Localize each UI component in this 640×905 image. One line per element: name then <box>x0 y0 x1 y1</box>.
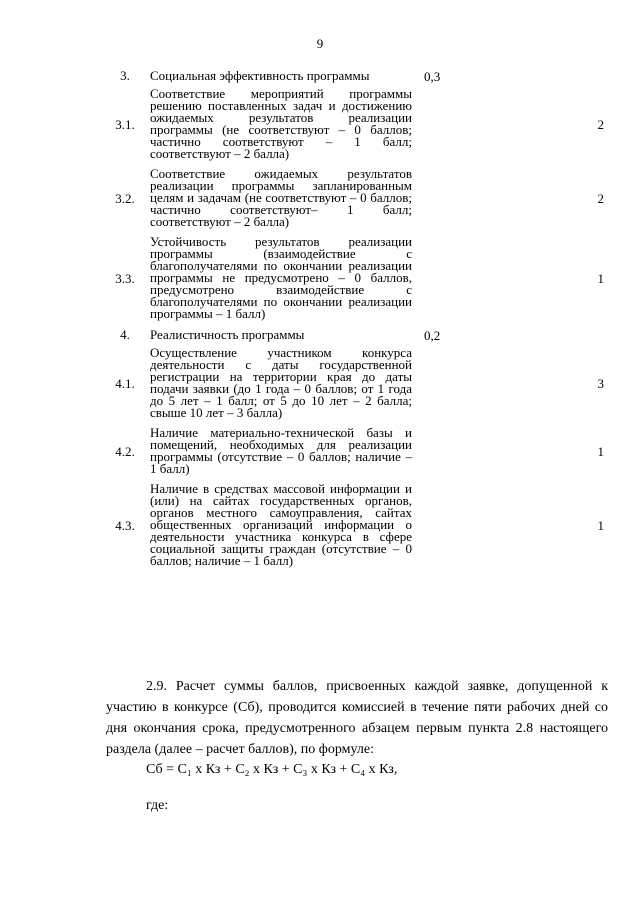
paragraph-2-9: 2.9. Расчет суммы баллов, присвоенных каждой заявке, допущенной к участию в конкурсе (Сб), проводится комиссией в течение пяти рабочих дней со дня окончания срока, предусмотренного абзацем первым пункта 2.8 настоящего раздела (далее – расчет баллов), по формуле: <box>106 679 608 757</box>
row-score: 2 <box>597 117 604 132</box>
criteria-row <box>100 66 638 85</box>
row-description: Реалистичность программы <box>150 327 305 342</box>
criteria-table <box>100 66 638 572</box>
criteria-row <box>100 85 638 165</box>
row-weight <box>412 344 474 424</box>
page-number: 9 <box>316 36 324 51</box>
row-weight <box>412 233 474 325</box>
row-description: Наличие материально-технической базы и помещений, необходимых для реализации программы (отсутствие – 0 баллов; наличие – 1 балл) <box>150 425 412 476</box>
row-number: 4.2. <box>115 444 135 459</box>
row-number: 4. <box>120 326 130 342</box>
row-weight <box>412 85 474 165</box>
row-description: Устойчивость результатов реализации программы (взаимодействие с благополучателями по окончании реализации программы не предусмотрено – 0 баллов, предусмотрено взаимодействие с благополучателями по окончании реализации программы – 1 балл) <box>150 234 412 321</box>
criteria-row <box>100 325 638 344</box>
where-label: где: <box>146 798 169 813</box>
row-description: Наличие в средствах массовой информации и (или) на сайтах государственных органов, органов местного самоуправления, сайтах общественных организаций информации о деятельности участника конкурса в сфере социальной защиты граждан (отсутствие – 0 баллов; наличие – 1 балл) <box>150 481 412 568</box>
row-number: 3.2. <box>115 191 135 206</box>
row-score: 3 <box>597 376 604 391</box>
row-weight: 0,2 <box>424 328 441 343</box>
criteria-row <box>100 165 638 233</box>
row-number: 3.3. <box>115 271 135 286</box>
row-number: 4.3. <box>115 518 135 533</box>
criteria-row <box>100 233 638 325</box>
row-description: Соответствие мероприятий программы решению поставленных задач и достижению ожидаемых результатов реализации программы (не соответствуют – 0 баллов; частично соответствуют – 1 балл; соответствуют – 2 балла) <box>150 86 412 161</box>
row-number: 3. <box>120 67 130 83</box>
formula: Сб = С₁ х Кз + С₂ х Кз + С₃ х Кз + С₄ х Кз, <box>146 762 398 777</box>
criteria-row <box>100 344 638 424</box>
criteria-row <box>100 424 638 480</box>
row-description: Соответствие ожидаемых результатов реализации программы запланированным целям и задачам (не соответствуют – 0 баллов; частично соответствуют– 1 балл; соответствуют – 2 балла) <box>150 166 412 229</box>
row-score: 1 <box>597 518 604 533</box>
row-weight <box>412 165 474 233</box>
criteria-row <box>100 480 638 572</box>
row-description: Социальная эффективность программы <box>150 68 370 83</box>
row-score <box>474 325 638 344</box>
row-score: 1 <box>597 271 604 286</box>
row-weight <box>412 480 474 572</box>
row-weight: 0,3 <box>424 69 441 84</box>
row-number: 3.1. <box>115 117 135 132</box>
row-score: 1 <box>597 444 604 459</box>
row-description: Осуществление участником конкурса деятельности с даты государственной регистрации на территории края до даты подачи заявки (до 1 года – 0 баллов; от 1 года до 5 лет – 1 балл; от 5 до 10 лет – 2 балла; свыше 10 лет – 3 балла) <box>150 345 412 420</box>
row-number: 4.1. <box>115 376 135 391</box>
row-score <box>474 66 638 85</box>
row-score: 2 <box>597 191 604 206</box>
row-weight <box>412 424 474 480</box>
